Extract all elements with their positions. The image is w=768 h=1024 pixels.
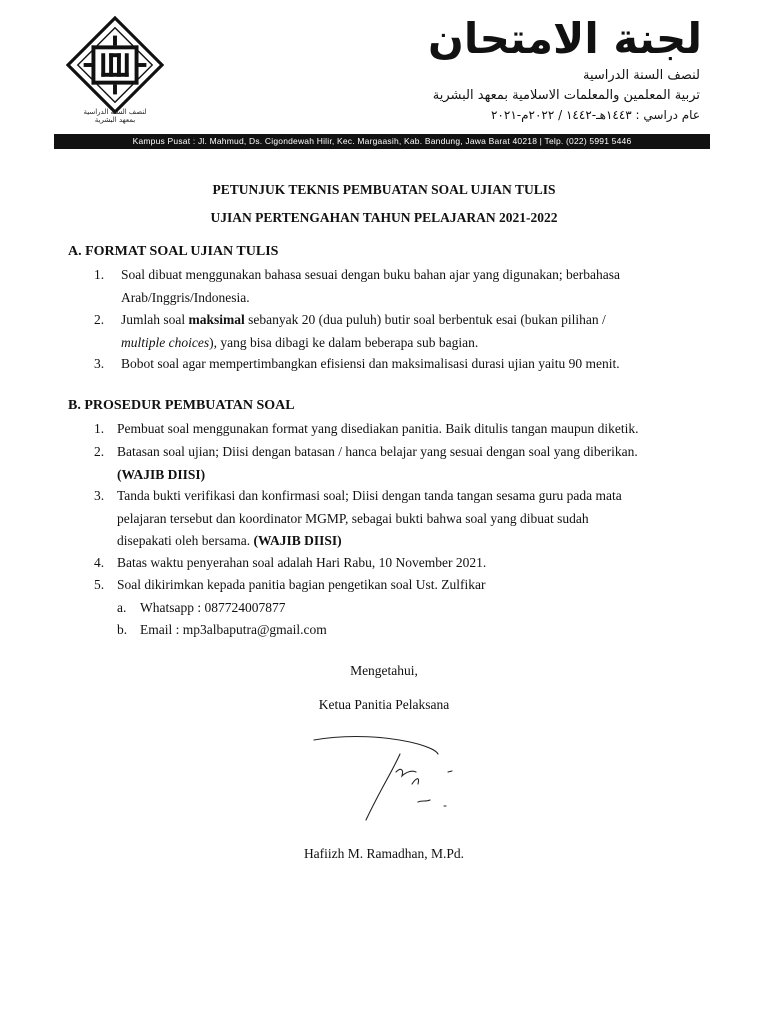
item-number: 1. — [94, 421, 105, 436]
emphasis-italic: multiple choices — [121, 334, 210, 350]
item-number: 2. — [94, 312, 105, 327]
item-text: sebanyak 20 (dua puluh) butir soal berbentuk esai (bukan pilihan / — [244, 312, 606, 327]
document-subtitle: UJIAN PERTENGAHAN TAHUN PELAJARAN 2021-2022 — [210, 210, 558, 225]
item-text-line: Batasan soal ujian; Diisi dengan batasan / hanca belajar yang sesuai dengan soal yang diberikan. — [117, 444, 638, 459]
signatory-role: Ketua Panitia Pelaksana — [318, 697, 450, 712]
required-note: (WAJIB DIISI) — [117, 466, 206, 482]
item-text-line — [121, 309, 711, 332]
acknowledged-label: Mengetahui, — [350, 663, 418, 678]
item-text-line: Bobot soal agar mempertimbangkan efisiensi dan maksimalisasi durasi ujian yaitu 90 menit. — [121, 356, 620, 371]
logo-caption — [54, 108, 176, 124]
item-text: disepakati oleh bersama. — [117, 533, 254, 548]
item-text-line: Arab/Inggris/Indonesia. — [121, 289, 250, 305]
item-text: Jumlah soal — [121, 312, 189, 327]
item-number: 2. — [94, 444, 105, 459]
item-text-line: Tanda bukti verifikasi dan konfirmasi soal; Diisi dengan tanda tangan sesama guru pada mata — [117, 488, 622, 503]
required-note: (WAJIB DIISI) — [253, 533, 342, 548]
institution-logo — [66, 16, 164, 114]
arabic-subtitle-line2: تربية المعلمين والمعلمات الاسلامية بمعهد البشرية — [432, 88, 700, 103]
item-text-line — [121, 332, 711, 355]
logo-caption-line2: بمعهد البشرية — [94, 116, 136, 124]
document-title: PETUNJUK TEKNIS PEMBUATAN SOAL UJIAN TULIS — [212, 182, 556, 197]
arabic-committee-title: لجنة الامتحان — [428, 14, 702, 63]
item-text-line: Pembuat soal menggunakan format yang disediakan panitia. Baik ditulis tangan maupun diketik. — [117, 421, 639, 436]
letterhead — [54, 12, 710, 134]
subitem-letter: b. — [117, 622, 128, 637]
item-text-line: pelajaran tersebut dan koordinator MGMP, sebagai bukti bahwa soal yang dibuat sudah — [117, 510, 589, 526]
item-number: 3. — [94, 356, 105, 371]
item-text-line: Soal dibuat menggunakan bahasa sesuai dengan buku bahan ajar yang digunakan; berbahasa — [121, 267, 620, 282]
address-bar: Kampus Pusat : Jl. Mahmud, Ds. Cigondewah Hilir, Kec. Margaasih, Kab. Bandung, Jawa Barat 40218 | Telp. (022) 5991 5446 — [54, 134, 710, 149]
subitem-letter: a. — [117, 600, 127, 615]
email-address: Email : mp3albaputra@gmail.com — [140, 622, 327, 637]
whatsapp-number: Whatsapp : 087724007877 — [140, 600, 286, 615]
emphasis-bold: maksimal — [188, 312, 245, 327]
handwritten-signature — [308, 728, 468, 828]
logo-caption-line1: لنصف السنة الدراسية — [83, 108, 147, 116]
item-text-line — [117, 464, 711, 487]
arabic-subtitle-line1: لنصف السنة الدراسية — [582, 68, 700, 83]
item-text-line — [117, 530, 711, 553]
item-number: 5. — [94, 577, 105, 592]
item-number: 3. — [94, 488, 105, 503]
item-text: ), yang bisa dibagi ke dalam beberapa sub bagian. — [209, 334, 479, 350]
item-number: 1. — [94, 267, 105, 282]
item-number: 4. — [94, 555, 105, 570]
section-a-heading: A. FORMAT SOAL UJIAN TULIS — [68, 244, 279, 259]
arabic-academic-year: عام دراسي : ١٤٤٣هـ-١٤٤٢ / ٢٠٢٢م-٢٠٢١ — [490, 108, 700, 122]
signatory-name: Hafiizh M. Ramadhan, M.Pd. — [303, 846, 465, 861]
item-text-line: Soal dikirimkan kepada panitia bagian pengetikan soal Ust. Zulfikar — [117, 577, 486, 592]
item-text-line: Batas waktu penyerahan soal adalah Hari Rabu, 10 November 2021. — [117, 555, 487, 570]
section-b-heading: B. PROSEDUR PEMBUATAN SOAL — [68, 398, 295, 413]
